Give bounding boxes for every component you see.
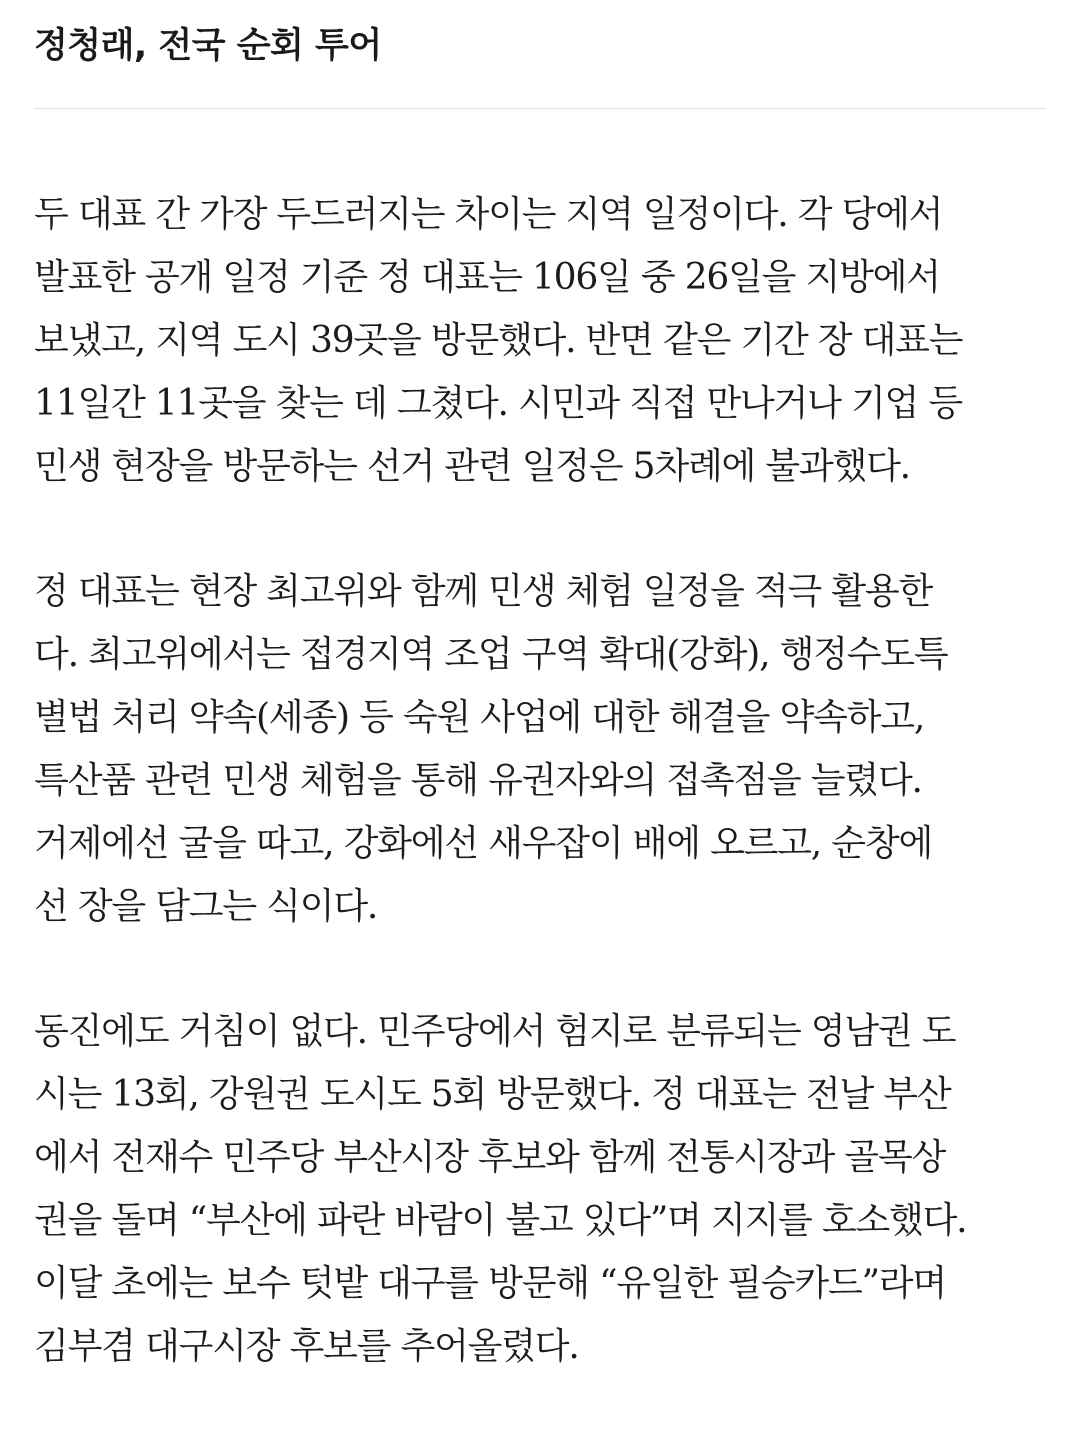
text-line: 선 장을 담그는 식이다.: [34, 886, 378, 927]
text-line: 다. 최고위에서는 접경지역 조업 구역 확대(강화), 행정수도특: [34, 634, 948, 675]
text-line: 거제에선 굴을 따고, 강화에선 새우잡이 배에 오르고, 순창에: [34, 823, 933, 864]
paragraph-2: [34, 560, 1046, 938]
text-line: 발표한 공개 일정 기준 정 대표는 106일 중 26일을 지방에서: [34, 257, 940, 298]
text-line: 정 대표는 현장 최고위와 함께 민생 체험 일정을 적극 활용한: [34, 571, 933, 612]
text-line: 동진에도 거침이 없다. 민주당에서 험지로 분류되는 영남권 도: [34, 1011, 956, 1052]
article: [34, 0, 1046, 1440]
headline-divider: [34, 108, 1046, 109]
text-line: 이달 초에는 보수 텃밭 대구를 방문해 “유일한 필승카드”라며: [34, 1263, 946, 1304]
text-line: 시는 13회, 강원권 도시도 5회 방문했다. 정 대표는 전날 부산: [34, 1074, 951, 1115]
text-line: 권을 돌며 “부산에 파란 바람이 불고 있다”며 지지를 호소했다.: [34, 1200, 967, 1241]
text-line: 11일간 11곳을 찾는 데 그쳤다. 시민과 직접 만나거나 기업 등: [34, 383, 962, 424]
article-headline: 정청래, 전국 순회 투어: [34, 26, 382, 66]
text-line: 두 대표 간 가장 두드러지는 차이는 지역 일정이다. 각 당에서: [34, 194, 943, 235]
paragraph-1: [34, 183, 1046, 498]
paragraph-3: [34, 1000, 1046, 1378]
text-line: 보냈고, 지역 도시 39곳을 방문했다. 반면 같은 기간 장 대표는: [34, 320, 963, 361]
text-line: 에서 전재수 민주당 부산시장 후보와 함께 전통시장과 골목상: [34, 1137, 946, 1178]
text-line: 김부겸 대구시장 후보를 추어올렸다.: [34, 1326, 579, 1367]
article-body: [34, 183, 1046, 1378]
text-line: 민생 현장을 방문하는 선거 관련 일정은 5차례에 불과했다.: [34, 446, 910, 487]
text-line: 별법 처리 약속(세종) 등 숙원 사업에 대한 해결을 약속하고,: [34, 697, 925, 738]
text-line: 특산품 관련 민생 체험을 통해 유권자와의 접촉점을 늘렸다.: [34, 760, 922, 801]
